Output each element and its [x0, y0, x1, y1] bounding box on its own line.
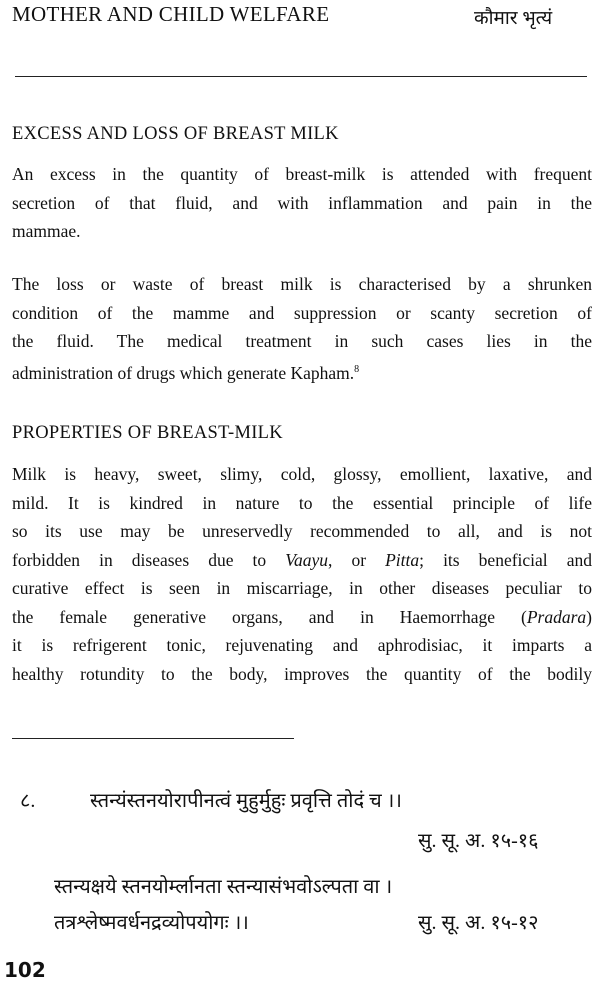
footnote-reference-1: सु. सू. अ. १५-१६ [418, 830, 539, 852]
paragraph-line: healthy rotundity to the body, improves the quantity of the bodily [12, 663, 592, 684]
paragraph-line: curative effect is seen in miscarriage, in other diseases peculiar to [12, 578, 592, 598]
paragraph-line: secretion of that fluid, and with inflammation and pain in the [12, 192, 592, 213]
footnote-reference-2: सु. सू. अ. १५-१२ [418, 912, 539, 934]
line-text: ) [586, 606, 592, 627]
footnote-verse-1: स्तन्यंस्तनयोरापीनत्वं मुहुर्मुहुः प्रवृत्ति तोदं च ।। [90, 790, 402, 812]
paragraph-line-text: administration of drugs which generate Kapham. [12, 362, 355, 383]
footnote-marker: 8 [354, 363, 360, 375]
paragraph-line: the fluid. The medical treatment in such cases lies in the [12, 331, 592, 351]
page-number: 102 [4, 958, 46, 982]
paragraph-line [12, 603, 592, 632]
paragraph-line [12, 546, 592, 575]
paragraph-line [12, 356, 592, 385]
running-header-sanskrit: कौमार भृत्यं [474, 8, 553, 29]
section-heading-properties: PROPERTIES OF BREAST-MILK [12, 423, 283, 443]
line-text: , or [328, 549, 386, 570]
line-text: ; its beneficial and [419, 549, 592, 570]
line-text: the female generative organs, and in Haemorrhage ( [12, 606, 527, 627]
footnote-verse-2a: स्तन्यक्षये स्तनयोर्म्लानता स्तन्यासंभवोऽल्पता वा । [54, 876, 393, 898]
footnote-number: ८. [20, 790, 36, 812]
line-text: forbidden in diseases due to [12, 549, 286, 570]
paragraph-excess [12, 160, 592, 246]
footnote-verse-2b: तत्रश्लेष्मवर्धनद्रव्योपयोगः ।। [54, 912, 249, 934]
paragraph-line: The loss or waste of breast milk is characterised by a shrunken [12, 274, 592, 294]
paragraph-line: it is refrigerent tonic, rejuvenating and aphrodisiac, it imparts a [12, 635, 592, 655]
term-vaayu: Vaayu [285, 549, 329, 570]
running-header-title: MOTHER AND CHILD WELFARE [12, 2, 330, 26]
paragraph-properties [12, 460, 592, 688]
section-heading-excess-loss: EXCESS AND LOSS OF BREAST MILK [12, 124, 339, 144]
paragraph-line: An excess in the quantity of breast-milk is attended with frequent [12, 164, 592, 184]
header-rule [15, 76, 587, 77]
paragraph-line: mammae. [12, 221, 81, 241]
paragraph-line: condition of the mamme and suppression or scanty secretion of [12, 302, 592, 323]
term-pradara: Pradara [526, 606, 587, 627]
paragraph-line: so its use may be unreservedly recommended to all, and is not [12, 521, 592, 541]
paragraph-line: Milk is heavy, sweet, slimy, cold, glossy, emollient, laxative, and [12, 464, 592, 484]
term-pitta: Pitta [385, 549, 420, 570]
paragraph-line: mild. It is kindred in nature to the essential principle of life [12, 492, 592, 513]
paragraph-loss [12, 270, 592, 384]
footnote-rule [12, 738, 294, 739]
